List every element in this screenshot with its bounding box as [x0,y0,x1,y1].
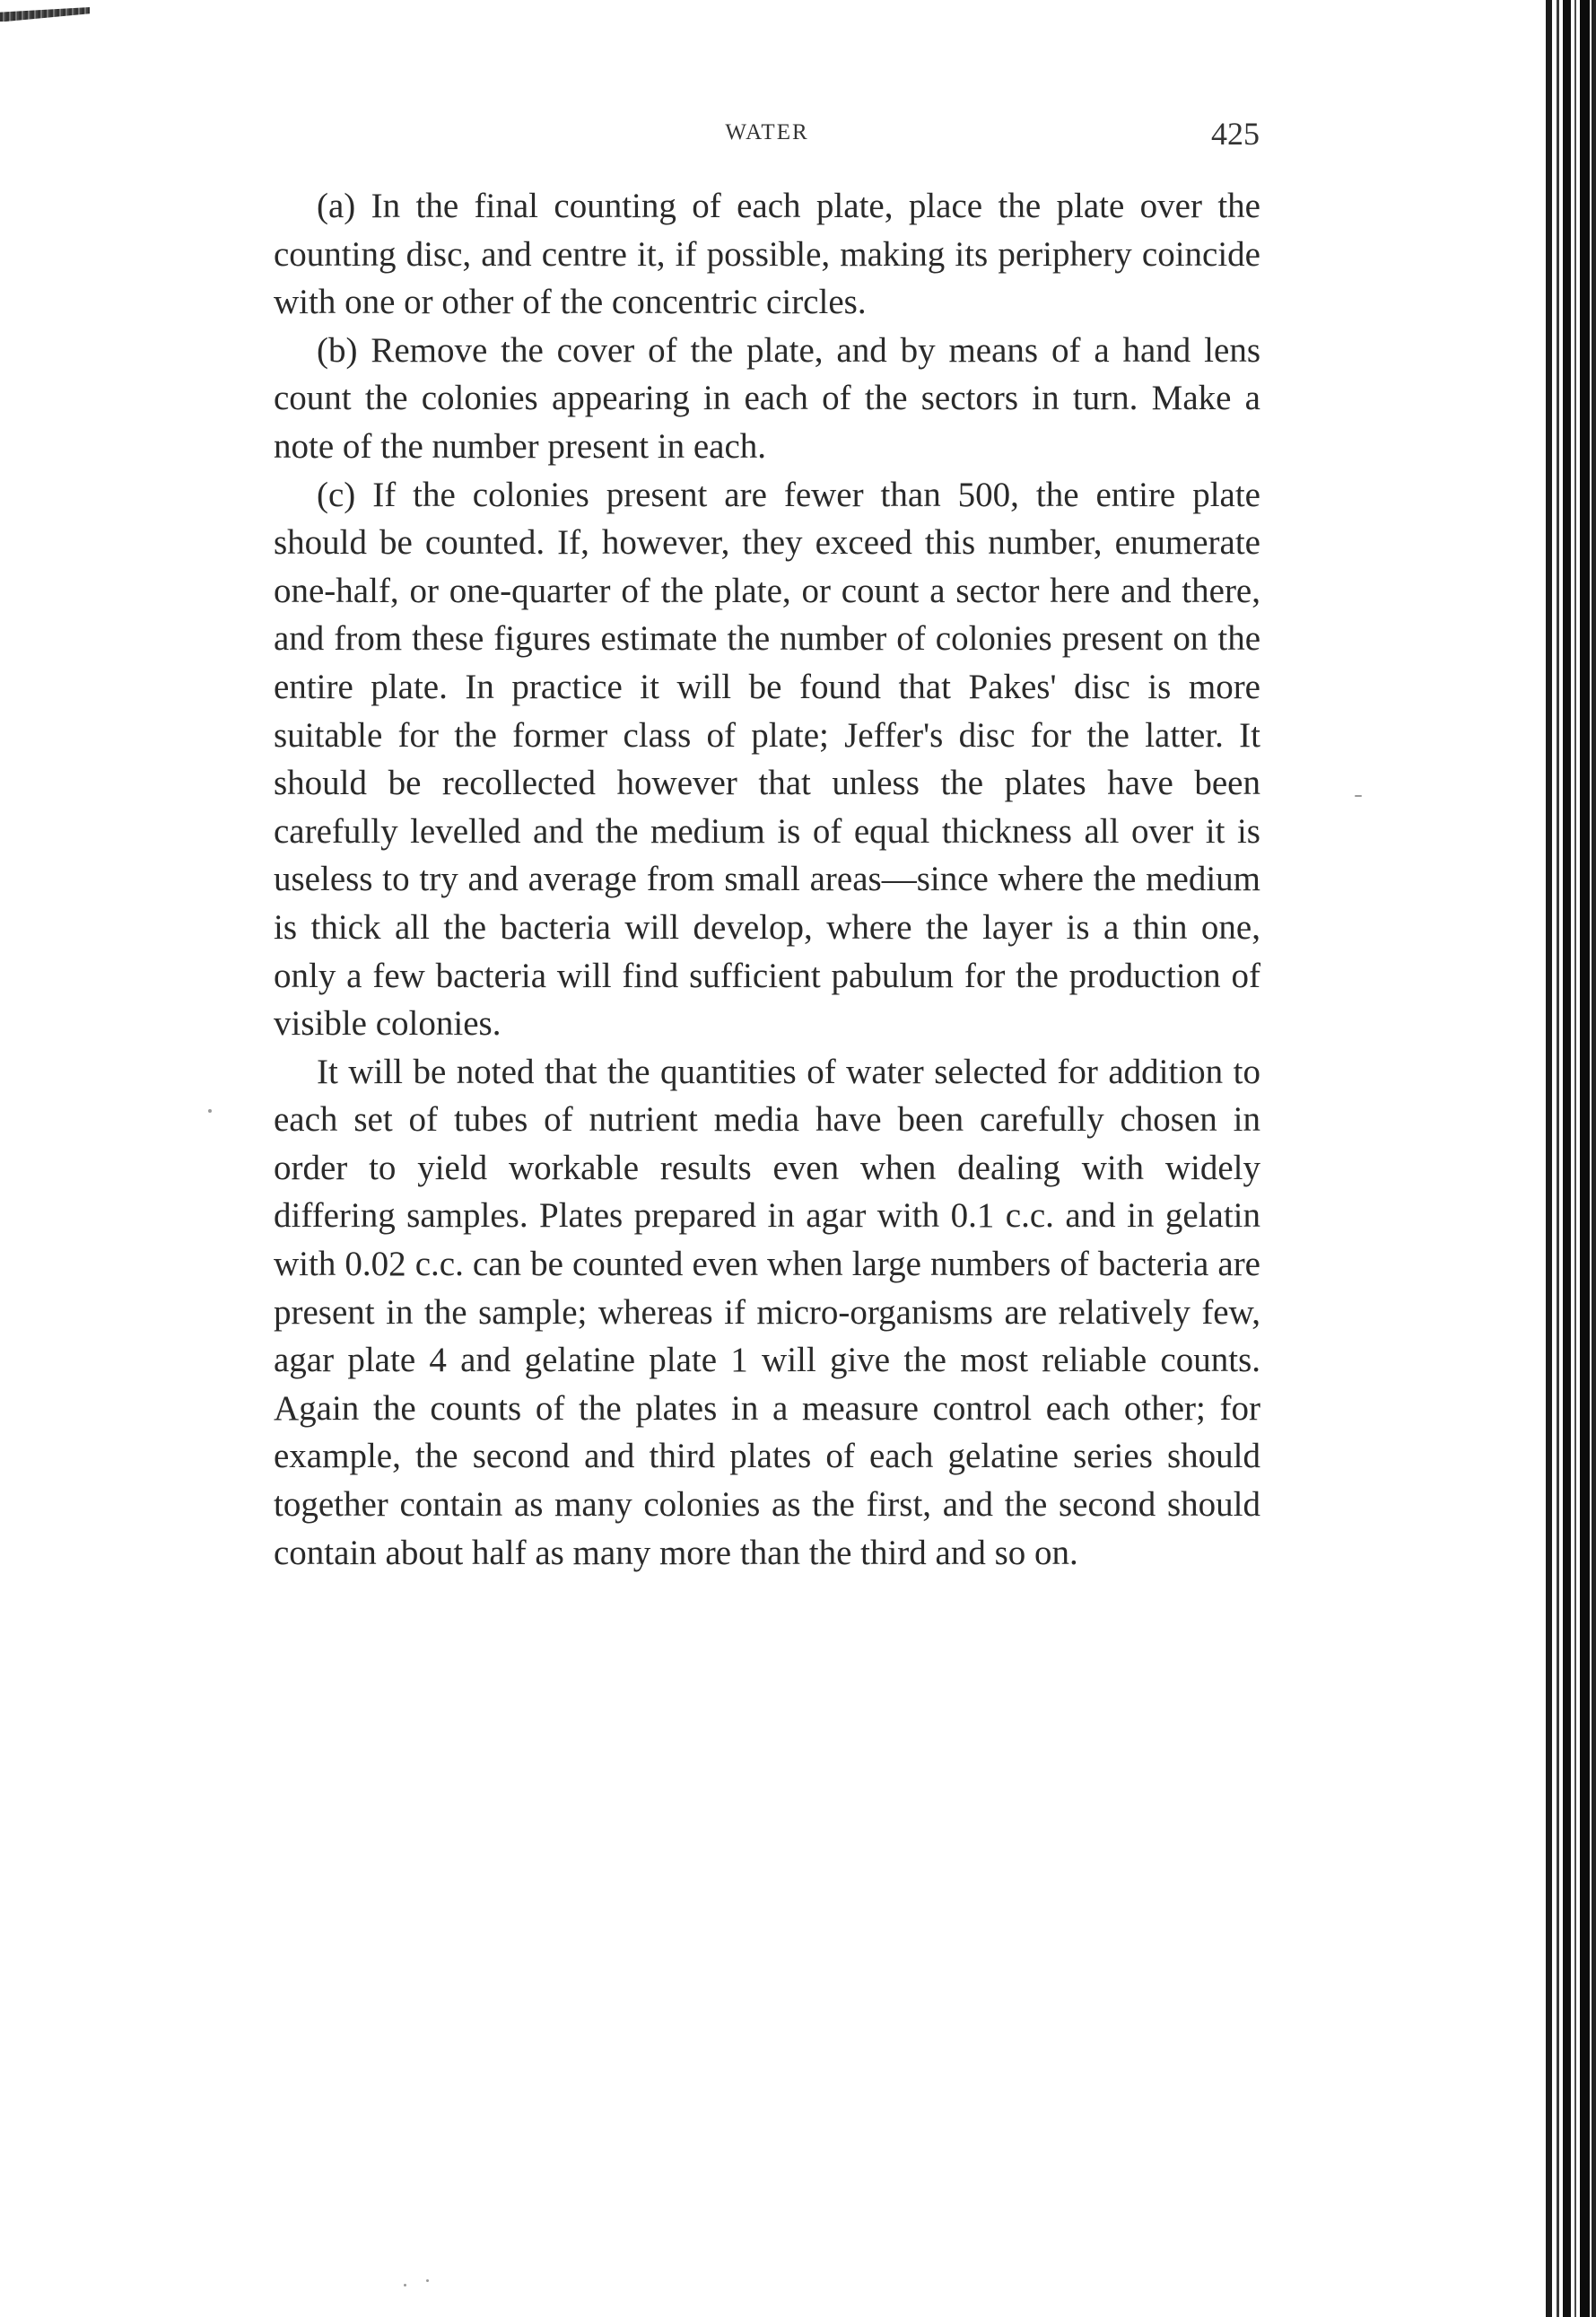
scan-speck [208,1109,212,1113]
running-head: WATER [725,120,809,144]
page-header [269,115,1265,160]
paragraph-c: (c) If the colonies present are fewer than 500, the entire plate should be counted. If, however, they exceed this number, enumerate one-half, or one-quarter of the plate, or count a sector here and there, and from these figures estimate the number of colonies present on the entire plate. In practice it will be found that Pakes' disc is more suitable for the former class of plate; Jeffer's disc for the latter. It should be recollected however that unless the plates have been carefully levelled and the medium is of equal thickness all over it is useless to try and average from small areas—since where the medium is thick all the bacteria will develop, where the layer is a thin one, only a few bacteria will find sufficient pabulum for the production of visible colonies. [274,475,1260,1044]
scan-speck [426,2279,429,2282]
scan-speck [1355,795,1362,797]
scan-edge-mark [0,7,90,22]
scan-speck [404,2284,406,2286]
paragraph-note: It will be noted that the quantities of water selected for addition to each set of tubes of nutrient media have been carefully chosen in order to yield workable results even when dealing with widely differing samples. Plates prepared in agar with 0.1 c.c. and in gelatin with 0.02 c.c. can be counted even when large numbers of bacteria are present in the sample; whereas if micro-organisms are relatively few, agar plate 4 and gelatine plate 1 will give the most reliable counts. Again the counts of the plates in a measure control each other; for example, the second and third plates of each gelatine series should together contain as many colonies as the first, and the second should contain about half as many more than the third and so on. [274,1052,1260,1572]
paragraph-a: (a) In the final counting of each plate, place the plate over the counting disc, and centre it, if possible, making its periphery coincide with one or other of the concentric circles. [274,187,1260,322]
paragraph-b: (b) Remove the cover of the plate, and by means of a hand lens count the colonies appearing in each of the sectors in turn. Make a note of the number present in each. [274,330,1260,466]
body-text [274,182,1260,1577]
book-gutter [1542,0,1596,2317]
page-number: 425 [1211,116,1260,152]
